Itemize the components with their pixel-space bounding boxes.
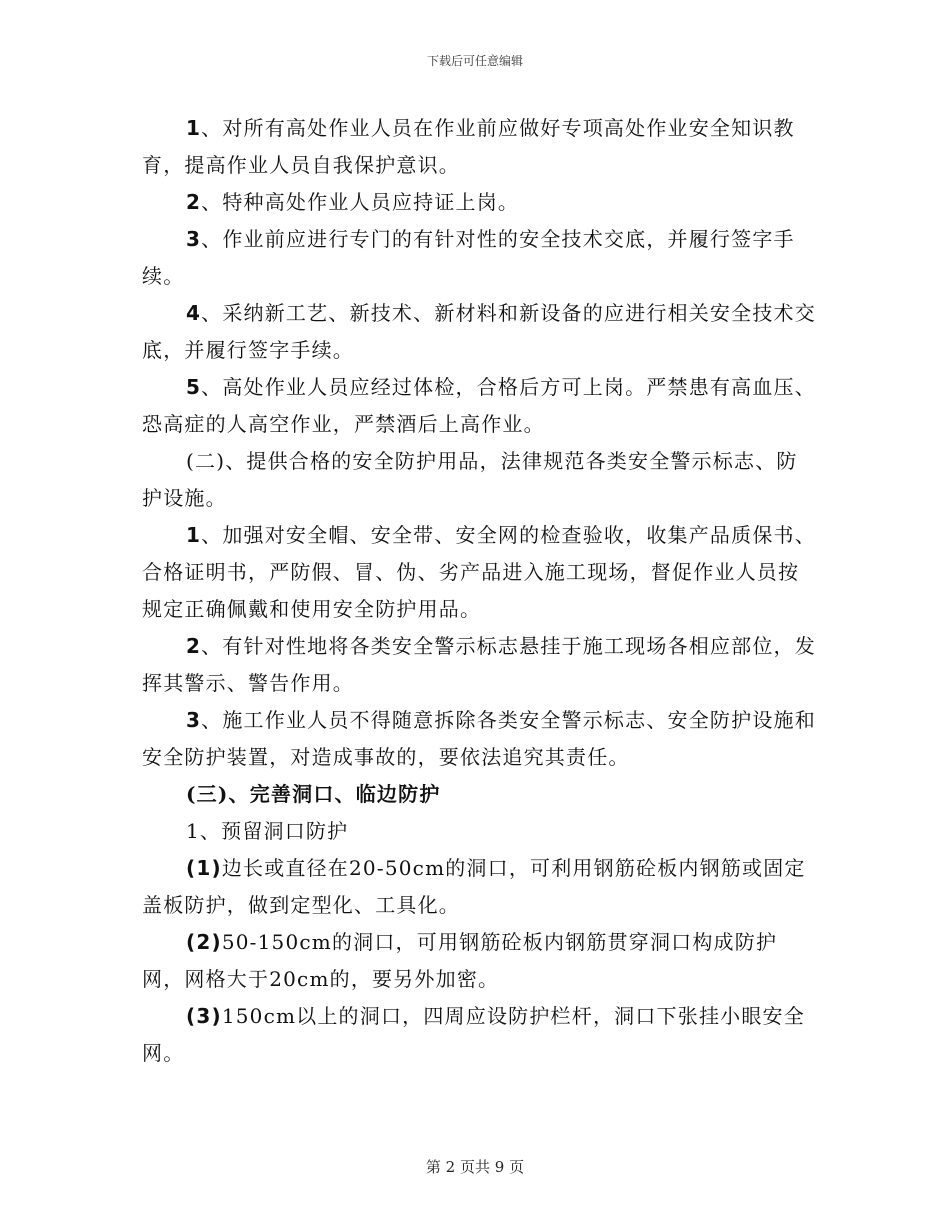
item-number: (2) <box>186 930 222 954</box>
paragraph-text: 1、预留洞口防护 <box>186 819 349 843</box>
paragraph-text: 、作业前应进行专门的有针对性的安全技术交底，并履行签字手续。 <box>142 227 795 288</box>
item-number: 1 <box>186 523 202 547</box>
paragraph-text: 50-150cm的洞口，可用钢筋砼板内钢筋贯穿洞口构成防护网，网格大于20cm的，要另外加密。 <box>142 930 778 991</box>
paragraph-8 <box>142 702 818 776</box>
section-heading-2 <box>142 443 818 517</box>
item-number: 2 <box>186 190 202 214</box>
paragraph-1 <box>142 110 818 184</box>
paragraph-text: 150cm以上的洞口，四周应设防护栏杆，洞口下张挂小眼安全网。 <box>142 1004 805 1065</box>
paragraph-5 <box>142 369 818 443</box>
subheading-1 <box>142 813 818 850</box>
paragraph-text: 边长或直径在20-50cm的洞口，可利用钢筋砼板内钢筋或固定盖板防护，做到定型化、工具化。 <box>142 856 806 917</box>
paragraph-text: (三)、完善洞口、临边防护 <box>186 782 441 806</box>
item-number: 2 <box>186 634 202 658</box>
item-number: 5 <box>186 375 202 399</box>
item-number: (1) <box>186 856 222 880</box>
paragraph-text: 、有针对性地将各类安全警示标志悬挂于施工现场各相应部位，发挥其警示、警告作用。 <box>142 634 816 695</box>
paragraph-10 <box>142 924 818 998</box>
item-number: 1 <box>186 116 202 140</box>
paragraph-text: 、特种高处作业人员应持证上岗。 <box>201 190 520 214</box>
section-heading-3 <box>142 776 818 813</box>
paragraph-6 <box>142 517 818 628</box>
item-number: (3) <box>186 1004 222 1028</box>
paragraph-text: 、对所有高处作业人员在作业前应做好专项高处作业安全知识教育，提高作业人员自我保护意识。 <box>142 116 795 177</box>
paragraph-11 <box>142 998 818 1072</box>
paragraph-7 <box>142 628 818 702</box>
paragraph-text: 、采纳新工艺、新技术、新材料和新设备的应进行相关安全技术交底，并履行签字手续。 <box>142 301 816 362</box>
paragraph-text: 、施工作业人员不得随意拆除各类安全警示标志、安全防护设施和安全防护装置，对造成事故的，要依法追究其责任。 <box>142 708 816 769</box>
paragraph-4 <box>142 295 818 369</box>
page-footer: 第 2 页共 9 页 <box>425 1158 525 1176</box>
paragraph-text: (二)、提供合格的安全防护用品，法律规范各类安全警示标志、防护设施。 <box>142 449 798 510</box>
item-number: 3 <box>186 227 202 251</box>
paragraph-text: 、高处作业人员应经过体检，合格后方可上岗。严禁患有高血压、恐高症的人高空作业，严禁酒后上高作业。 <box>142 375 816 436</box>
paragraph-9 <box>142 850 818 924</box>
item-number: 3 <box>186 708 202 732</box>
paragraph-2 <box>142 184 818 221</box>
document-body <box>142 110 818 1072</box>
page-header: 下载后可任意编辑 <box>426 54 523 68</box>
paragraph-text: 、加强对安全帽、安全带、安全网的检查验收，收集产品质保书、合格证明书，严防假、冒、伪、劣产品进入施工现场，督促作业人员按规定正确佩戴和使用安全防护用品。 <box>142 523 816 621</box>
item-number: 4 <box>186 301 202 325</box>
paragraph-3 <box>142 221 818 295</box>
